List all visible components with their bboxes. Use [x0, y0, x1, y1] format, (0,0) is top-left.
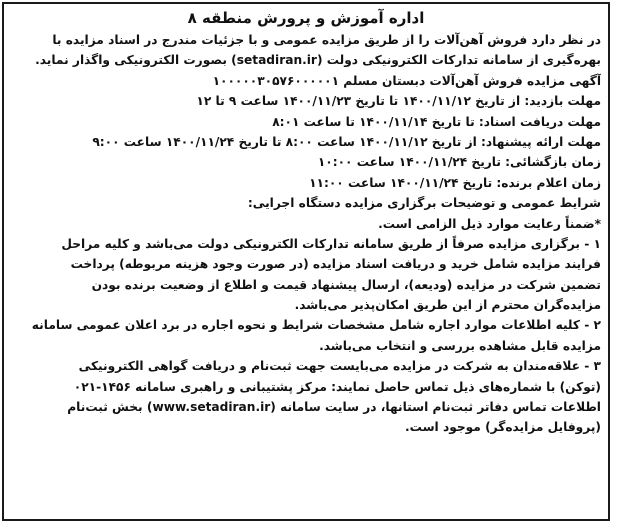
documents-deadline-line: مهلت دریافت اسناد: تا تاریخ ۱۴۰۰/۱۱/۱۴ تا ساعت ۸:۰۱ [272, 114, 601, 129]
tender-number-line: آگهی مزایده فروش آهن‌آلات دبستان مسلم ۱۰۰۰۰۰۳۰۵۷۶۰۰۰۰۰۱ [212, 73, 601, 88]
condition-1-line: مزایده‌گران محترم از این طریق امکان‌پذیر می‌باشد. [294, 298, 601, 313]
general-conditions-line: شرایط عمومی و توضیحات برگزاری مزایده دستگاه اجرایی: [247, 196, 601, 211]
proposal-deadline-line: مهلت ارائه پیشنهاد: از تاریخ ۱۴۰۰/۱۱/۱۲ ساعت ۸:۰۰ تا تاریخ ۱۴۰۰/۱۱/۲۴ ساعت ۹:۰۰ [92, 134, 601, 149]
condition-2-line: مزایده قابل مشاهده بررسی و انتخاب می‌باشد. [319, 338, 601, 353]
tender-notice [2, 2, 610, 521]
condition-2-line: ۲ - کلیه اطلاعات موارد اجاره شامل مشخصات شرایط و نحوه اجاره در برد اعلان عمومی سامانه [31, 318, 601, 333]
opening-time-line: زمان بازگشائی: تاریخ ۱۴۰۰/۱۱/۲۴ ساعت ۱۰:۰۰ [317, 155, 601, 170]
condition-1-line: ۱ - برگزاری مزایده صرفاً از طریق سامانه تدارکات الکترونیکی دولت می‌باشد و کلیه مراحل [61, 236, 601, 251]
notice-line: *ضمناً رعایت موارد ذیل الزامی است. [378, 216, 601, 231]
condition-3-line: اطلاعات تماس دفاتر ثبت‌نام استانها، در سایت سامانه (www.setadiran.ir) بخش ثبت‌نام [67, 400, 601, 415]
condition-3-line: ۳ - علاقه‌مندان به شرکت در مزایده می‌بایست جهت ثبت‌نام و دریافت گواهی الکترونیکی [78, 359, 601, 374]
notice-body [4, 30, 608, 438]
condition-3-line: (پروفایل مزایده‌گر) موجود است. [405, 420, 601, 435]
condition-1-line: فرایند مزایده شامل خرید و دریافت اسناد مزایده (در صورت وجود هزینه مربوطه) پرداخت [70, 257, 601, 272]
winner-announcement-line: زمان اعلام برنده: تاریخ ۱۴۰۰/۱۱/۲۴ ساعت ۱۱:۰۰ [309, 175, 601, 190]
condition-3-line: (توکن) با شماره‌های ذیل تماس حاصل نمایند: مرکز پشتیبانی و راهبری سامانه ۱۴۵۶-۰۲۱ [73, 379, 601, 394]
notice-title: اداره آموزش و پرورش منطقه ۸ [187, 9, 425, 27]
notice-line: بهره‌گیری از سامانه تدارکات الکترونیکی دولت (setadiran.ir) بصورت الکترونیکی واگذار نماید. [35, 53, 601, 68]
notice-line: در نظر دارد فروش آهن‌آلات را از طریق مزایده عمومی و با جزئیات مندرج در اسناد مزایده با [52, 33, 601, 47]
condition-1-line: تضمین شرکت در مزایده (ودیعه)، ارسال پیشنهاد قیمت و اطلاع از وضعیت برنده بودن [91, 277, 601, 292]
visit-deadline-line: مهلت بازدید: از تاریخ ۱۴۰۰/۱۱/۱۲ تا تاریخ ۱۴۰۰/۱۱/۲۳ ساعت ۹ تا ۱۲ [196, 94, 601, 109]
